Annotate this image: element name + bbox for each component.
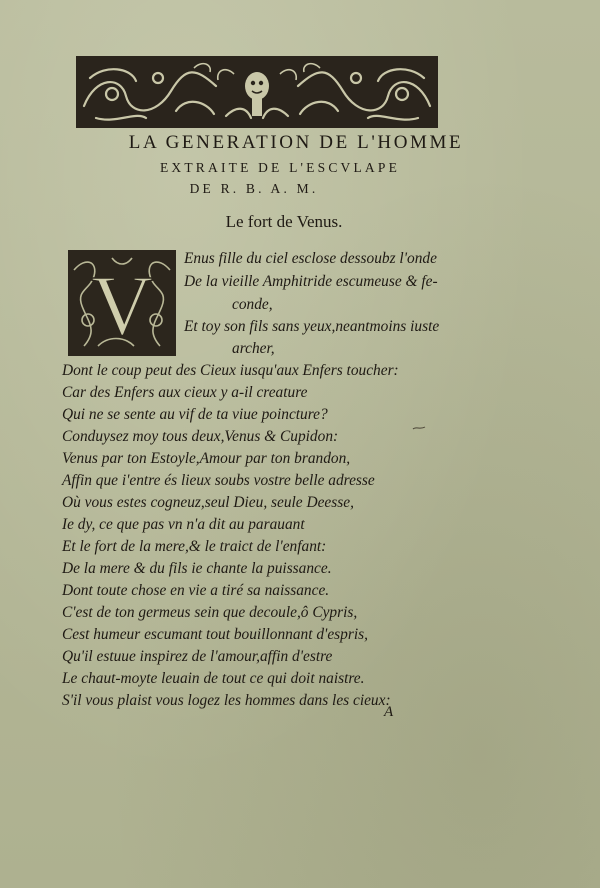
title-line-2: EXTRAITE DE L'ESCVLAPE bbox=[159, 160, 401, 175]
verse-line: Ie dy, ce que pas vn n'a dit au parauant bbox=[62, 516, 305, 533]
verse-line: Car des Enfers aux cieux y a-il creature bbox=[62, 384, 308, 401]
verse-line: Conduysez moy tous deux,Venus & Cupidon: bbox=[62, 428, 339, 445]
verse-line: Et le fort de la mere,& le traict de l'enfant: bbox=[62, 538, 327, 555]
verse-line: Venus par ton Estoyle,Amour par ton brandon, bbox=[62, 450, 351, 467]
title-line-3: DE R. B. A. M. bbox=[189, 181, 319, 196]
verse-line: Qu'il estuue inspirez de l'amour,affin d'estre bbox=[62, 648, 333, 665]
verse-line: Et toy son fils sans yeux,neantmoins iuste bbox=[184, 318, 440, 335]
verse-line: Enus fille du ciel esclose dessoubz l'onde bbox=[184, 250, 437, 267]
verse-line: Dont le coup peut des Cieux iusqu'aux Enfers toucher: bbox=[62, 362, 399, 379]
verse-line: archer, bbox=[232, 340, 275, 357]
verse-line: conde, bbox=[232, 296, 273, 313]
verse-line: Où vous estes cogneuz,seul Dieu, seule Deesse, bbox=[62, 494, 354, 511]
verse-line: De la mere & du fils ie chante la puissance. bbox=[62, 560, 332, 577]
verse-line: Qui ne se sente au vif de ta viue poincture? bbox=[62, 406, 328, 423]
verse-line: Affin que i'entre és lieux soubs vostre belle adresse bbox=[62, 472, 375, 489]
headpiece-ornament bbox=[76, 56, 438, 128]
verse-line: C'est de ton germeus sein que decoule,ô Cypris, bbox=[62, 604, 358, 621]
drop-cap-letter: V bbox=[90, 257, 154, 353]
verse-line: De la vieille Amphitride escumeuse & fe- bbox=[184, 273, 438, 290]
verse-line: Le chaut-moyte leuain de tout ce qui doit naistre. bbox=[62, 670, 365, 687]
drop-cap-initial bbox=[68, 250, 176, 356]
verse-line: Cest humeur escumant tout bouillonnant d'espris, bbox=[62, 626, 368, 643]
catchword: A bbox=[384, 704, 394, 720]
verse-line: S'il vous plaist vous logez les hommes dans les cieux: bbox=[62, 692, 391, 709]
verse-line: Dont toute chose en vie a tiré sa naissance. bbox=[62, 582, 330, 599]
title-line-1: LA GENERATION DE L'HOMME bbox=[128, 132, 464, 153]
section-title: Le fort de Venus. bbox=[225, 212, 343, 231]
ink-mark bbox=[412, 424, 426, 432]
